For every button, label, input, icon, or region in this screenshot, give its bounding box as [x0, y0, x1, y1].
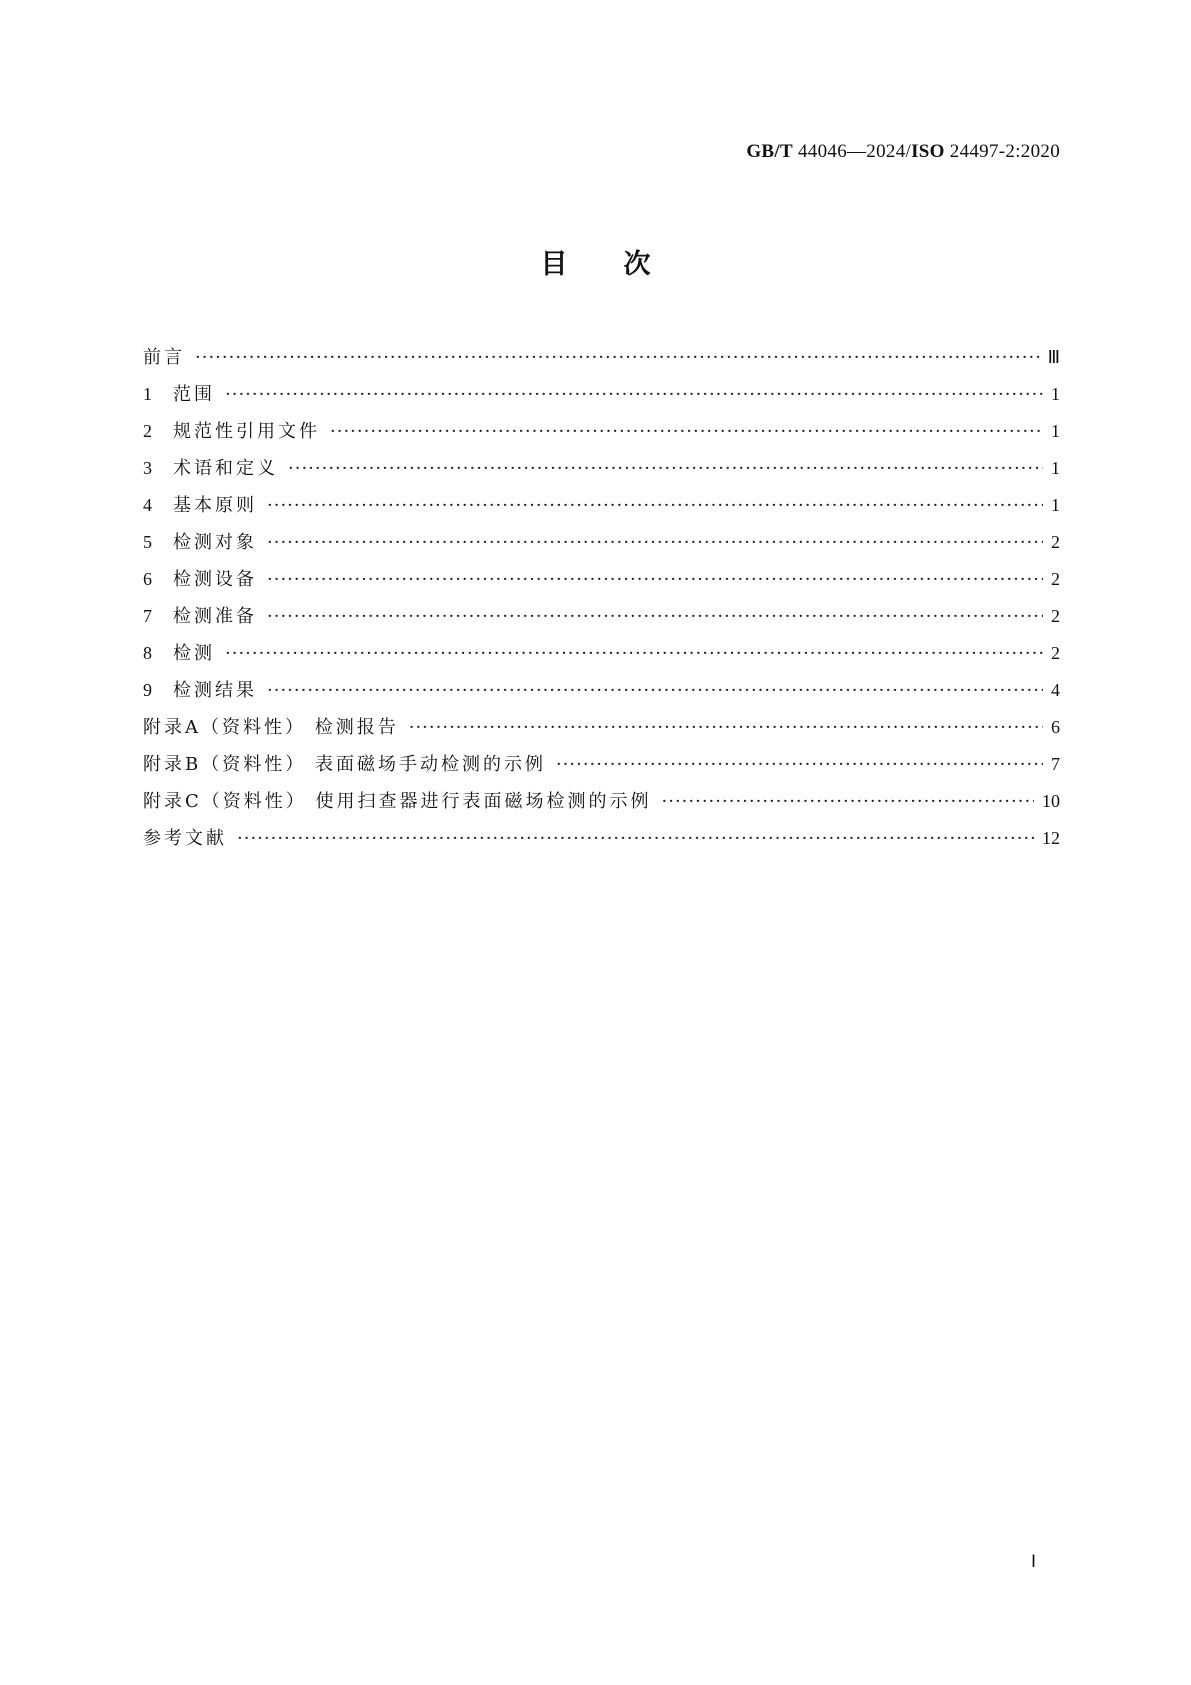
toc-entry-bibliography[interactable]	[143, 820, 1060, 857]
toc-dot-leader	[288, 450, 1043, 487]
toc-entry-page: 2	[1051, 643, 1060, 663]
standard-code-number: 44046—2024/	[792, 141, 912, 162]
toc-entry-annex-c[interactable]	[143, 783, 1060, 820]
toc-entry-label: 附录A（资料性） 检测报告	[143, 717, 399, 738]
toc-entry-1[interactable]	[143, 376, 1060, 413]
toc-entry-label: 检测对象	[173, 532, 257, 553]
toc-entry-2[interactable]	[143, 413, 1060, 450]
toc-dot-leader	[267, 598, 1043, 635]
toc-entry-annex-a[interactable]	[143, 709, 1060, 746]
toc-entry-page: 1	[1051, 495, 1060, 515]
toc-entry-number: 9	[143, 680, 152, 700]
toc-entry-page: 2	[1051, 532, 1060, 552]
page-number: Ⅰ	[1030, 1552, 1036, 1571]
toc-entry-6[interactable]	[143, 561, 1060, 598]
toc-entry-page: 7	[1051, 754, 1060, 774]
toc-entry-label: 规范性引用文件	[173, 421, 320, 442]
toc-entry-page: 1	[1051, 458, 1060, 478]
toc-entry-number: 7	[143, 606, 152, 626]
standard-code-iso: ISO	[911, 141, 945, 162]
toc-dot-leader	[409, 709, 1043, 746]
toc-dot-leader	[267, 487, 1043, 524]
toc-dot-leader	[267, 672, 1043, 709]
toc-entry-label: 检测设备	[173, 569, 257, 590]
toc-dot-leader	[225, 376, 1043, 413]
toc-dot-leader	[195, 339, 1040, 376]
toc-entry-label: 检测	[173, 643, 215, 664]
toc-entry-8[interactable]	[143, 635, 1060, 672]
toc-entry-page: Ⅲ	[1047, 347, 1060, 367]
toc-dot-leader	[267, 524, 1043, 561]
toc-entry-7[interactable]	[143, 598, 1060, 635]
page-title: 目次	[540, 249, 707, 280]
toc-entry-number: 8	[143, 643, 152, 663]
toc-entry-label: 参考文献	[143, 828, 227, 849]
toc-entry-number: 1	[143, 384, 152, 404]
toc-entry-label: 检测结果	[173, 680, 257, 701]
toc-dot-leader	[662, 783, 1035, 820]
toc-dot-leader	[237, 820, 1034, 857]
toc-entry-page: 12	[1042, 828, 1060, 848]
toc-dot-leader	[330, 413, 1043, 450]
toc-dot-leader	[556, 746, 1043, 783]
toc-entry-label: 基本原则	[173, 495, 257, 516]
toc-entry-label: 检测准备	[173, 606, 257, 627]
toc-entry-page: 1	[1051, 384, 1060, 404]
toc-entry-annex-b[interactable]	[143, 746, 1060, 783]
toc-entry-page: 6	[1051, 717, 1060, 737]
toc-entry-9[interactable]	[143, 672, 1060, 709]
toc-entry-3[interactable]	[143, 450, 1060, 487]
toc-entry-number: 6	[143, 569, 152, 589]
table-of-contents	[143, 339, 1060, 857]
toc-entry-label: 前言	[143, 347, 185, 368]
toc-dot-leader	[225, 635, 1043, 672]
standard-code-gbt: GB/T	[746, 141, 793, 162]
toc-entry-number: 3	[143, 458, 152, 478]
toc-entry-page: 2	[1051, 569, 1060, 589]
toc-entry-page: 1	[1051, 421, 1060, 441]
toc-entry-label: 范围	[173, 384, 215, 405]
toc-entry-number: 2	[143, 421, 152, 441]
toc-entry-label: 附录C（资料性） 使用扫查器进行表面磁场检测的示例	[143, 791, 652, 812]
toc-entry-page: 10	[1042, 791, 1060, 811]
toc-entry-label: 术语和定义	[173, 458, 278, 479]
toc-entry-page: 4	[1051, 680, 1060, 700]
toc-entry-page: 2	[1051, 606, 1060, 626]
toc-entry-label: 附录B（资料性） 表面磁场手动检测的示例	[143, 754, 546, 775]
toc-entry-5[interactable]	[143, 524, 1060, 561]
toc-entry-4[interactable]	[143, 487, 1060, 524]
toc-entry-number: 5	[143, 532, 152, 552]
toc-entry-number: 4	[143, 495, 152, 515]
standard-code	[746, 141, 1060, 163]
toc-dot-leader	[267, 561, 1043, 598]
toc-entry-foreword[interactable]	[143, 339, 1060, 376]
standard-code-iso-number: 24497-2:2020	[944, 141, 1060, 162]
